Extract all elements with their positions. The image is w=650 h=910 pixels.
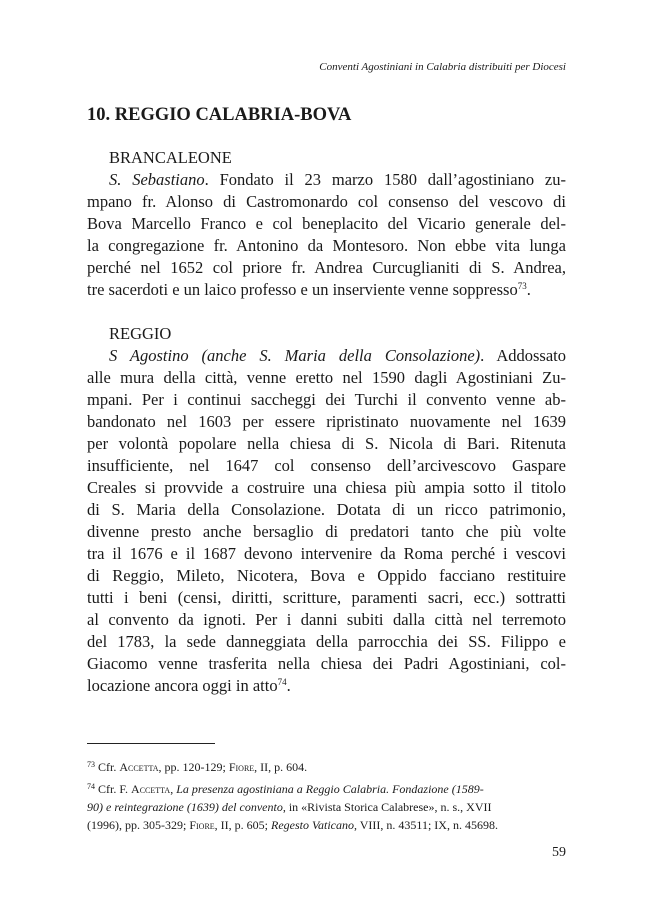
text-line: insufficiente, nel 1647 col consenso dell’arcivescovo Gaspare bbox=[87, 456, 566, 475]
church-name: S Agostino (anche S. Maria della Consolazione) bbox=[109, 346, 481, 365]
text-line: del 1783, la sede danneggiata della parrocchia dei SS. Filippo e bbox=[87, 632, 566, 651]
text-line: mpano fr. Alonso di Castromonardo col consenso del vescovo di bbox=[87, 192, 566, 211]
text-line: tra il 1676 e il 1687 devono intervenire da Roma perché i vescovi bbox=[87, 544, 566, 563]
paragraph bbox=[87, 345, 566, 697]
section-reggio bbox=[87, 323, 566, 697]
text-line: alle mura della città, venne eretto nel 1590 dagli Agostiniani Zu- bbox=[87, 368, 566, 387]
page-number: 59 bbox=[552, 845, 566, 860]
place-heading: BRANCALEONE bbox=[109, 148, 232, 167]
text-line: la congregazione fr. Antonino da Montesoro. Non ebbe vita lunga bbox=[87, 236, 566, 255]
text-line: bandonato nel 1603 per essere ripristinato nuovamente nel 1639 bbox=[87, 412, 566, 431]
footnote-reference[interactable]: 73 bbox=[517, 281, 527, 291]
text-line: per volontà popolare nella chiesa di S. Nicola di Bari. Ritenuta bbox=[87, 434, 566, 453]
text-line: divenne presto anche bersaglio di predatori tanto che più volte bbox=[87, 522, 566, 541]
place-heading: REGGIO bbox=[109, 324, 172, 343]
running-head: Conventi Agostiniani in Calabria distribuiti per Diocesi bbox=[319, 61, 566, 73]
footnote-73: $^{73}$ Cfr. Accetta, pp. 120-129; Fiore, II, p. 604. bbox=[87, 760, 308, 774]
text-line: S Agostino (anche S. Maria della Consolazione). Addossato bbox=[109, 346, 566, 365]
text-line: di Reggio, Mileto, Nicotera, Bova e Oppido facciano restituire bbox=[87, 566, 566, 585]
text-line: Bova Marcello Franco e col beneplacito del Vicario generale del- bbox=[87, 214, 566, 233]
chapter-title: 10. REGGIO CALABRIA-BOVA bbox=[87, 105, 352, 125]
footnote-divider bbox=[87, 743, 215, 744]
text-line: di S. Maria della Consolazione. Dotata di un ricco patrimonio, bbox=[87, 500, 566, 519]
author-name: Accetta bbox=[119, 760, 159, 774]
text-line: tre sacerdoti e un laico professo e un inserviente venne soppresso$^{73}$. bbox=[87, 280, 531, 299]
text-line: Creales si provvide a costruire una chiesa più ampia sotto il titolo bbox=[87, 478, 566, 497]
text-line: perché nel 1652 col priore fr. Andrea Curcuglianiti di S. Andrea, bbox=[87, 258, 566, 277]
text-line: al convento da ignoti. Per i danni subiti dalla città nel terremoto bbox=[87, 610, 566, 629]
paragraph bbox=[87, 169, 566, 301]
work-title: Regesto Vaticano bbox=[271, 818, 354, 832]
footnote-number: 73 bbox=[87, 760, 95, 769]
text-line: S. Sebastiano. Fondato il 23 marzo 1580 dall’agostiniano zu- bbox=[109, 170, 566, 189]
work-title: La presenza agostiniana a Reggio Calabria. Fondazione (1589- bbox=[176, 782, 484, 796]
footnote-74: $^{74}$ Cfr. F. Accetta, La presenza agostiniana a Reggio Calabria. Fondazione (1589- 90) e reintegrazione (1639) del convento, in «Rivista Storica Calabrese», n. s., XVII (1996), pp. 305-329; Fiore, II, p. 605; Regesto Vaticano, VIII, n. 43511; IX, n. 45698. bbox=[87, 782, 498, 832]
text-line: tutti i beni (censi, diritti, scritture, paramenti sacri, ecc.) sottratti bbox=[87, 588, 566, 607]
footnotes bbox=[87, 758, 566, 838]
section-brancaleone bbox=[87, 147, 566, 301]
footnote-reference[interactable]: 74 bbox=[277, 677, 287, 687]
text-line: locazione ancora oggi in atto$^{74}$. bbox=[87, 676, 291, 695]
author-name: Fiore bbox=[228, 760, 255, 774]
text-line: Giacomo venne trasferita nella chiesa dei Padri Agostiniani, col- bbox=[87, 654, 566, 673]
work-title: 90) e reintegrazione (1639) del convento bbox=[87, 800, 283, 814]
author-name: Accetta bbox=[131, 782, 171, 796]
text-line: mpani. Per i continui saccheggi dei Turchi il convento venne ab- bbox=[87, 390, 566, 409]
church-name: S. Sebastiano bbox=[109, 170, 205, 189]
author-name: Fiore bbox=[189, 818, 215, 832]
footnote-number: 74 bbox=[87, 782, 95, 791]
